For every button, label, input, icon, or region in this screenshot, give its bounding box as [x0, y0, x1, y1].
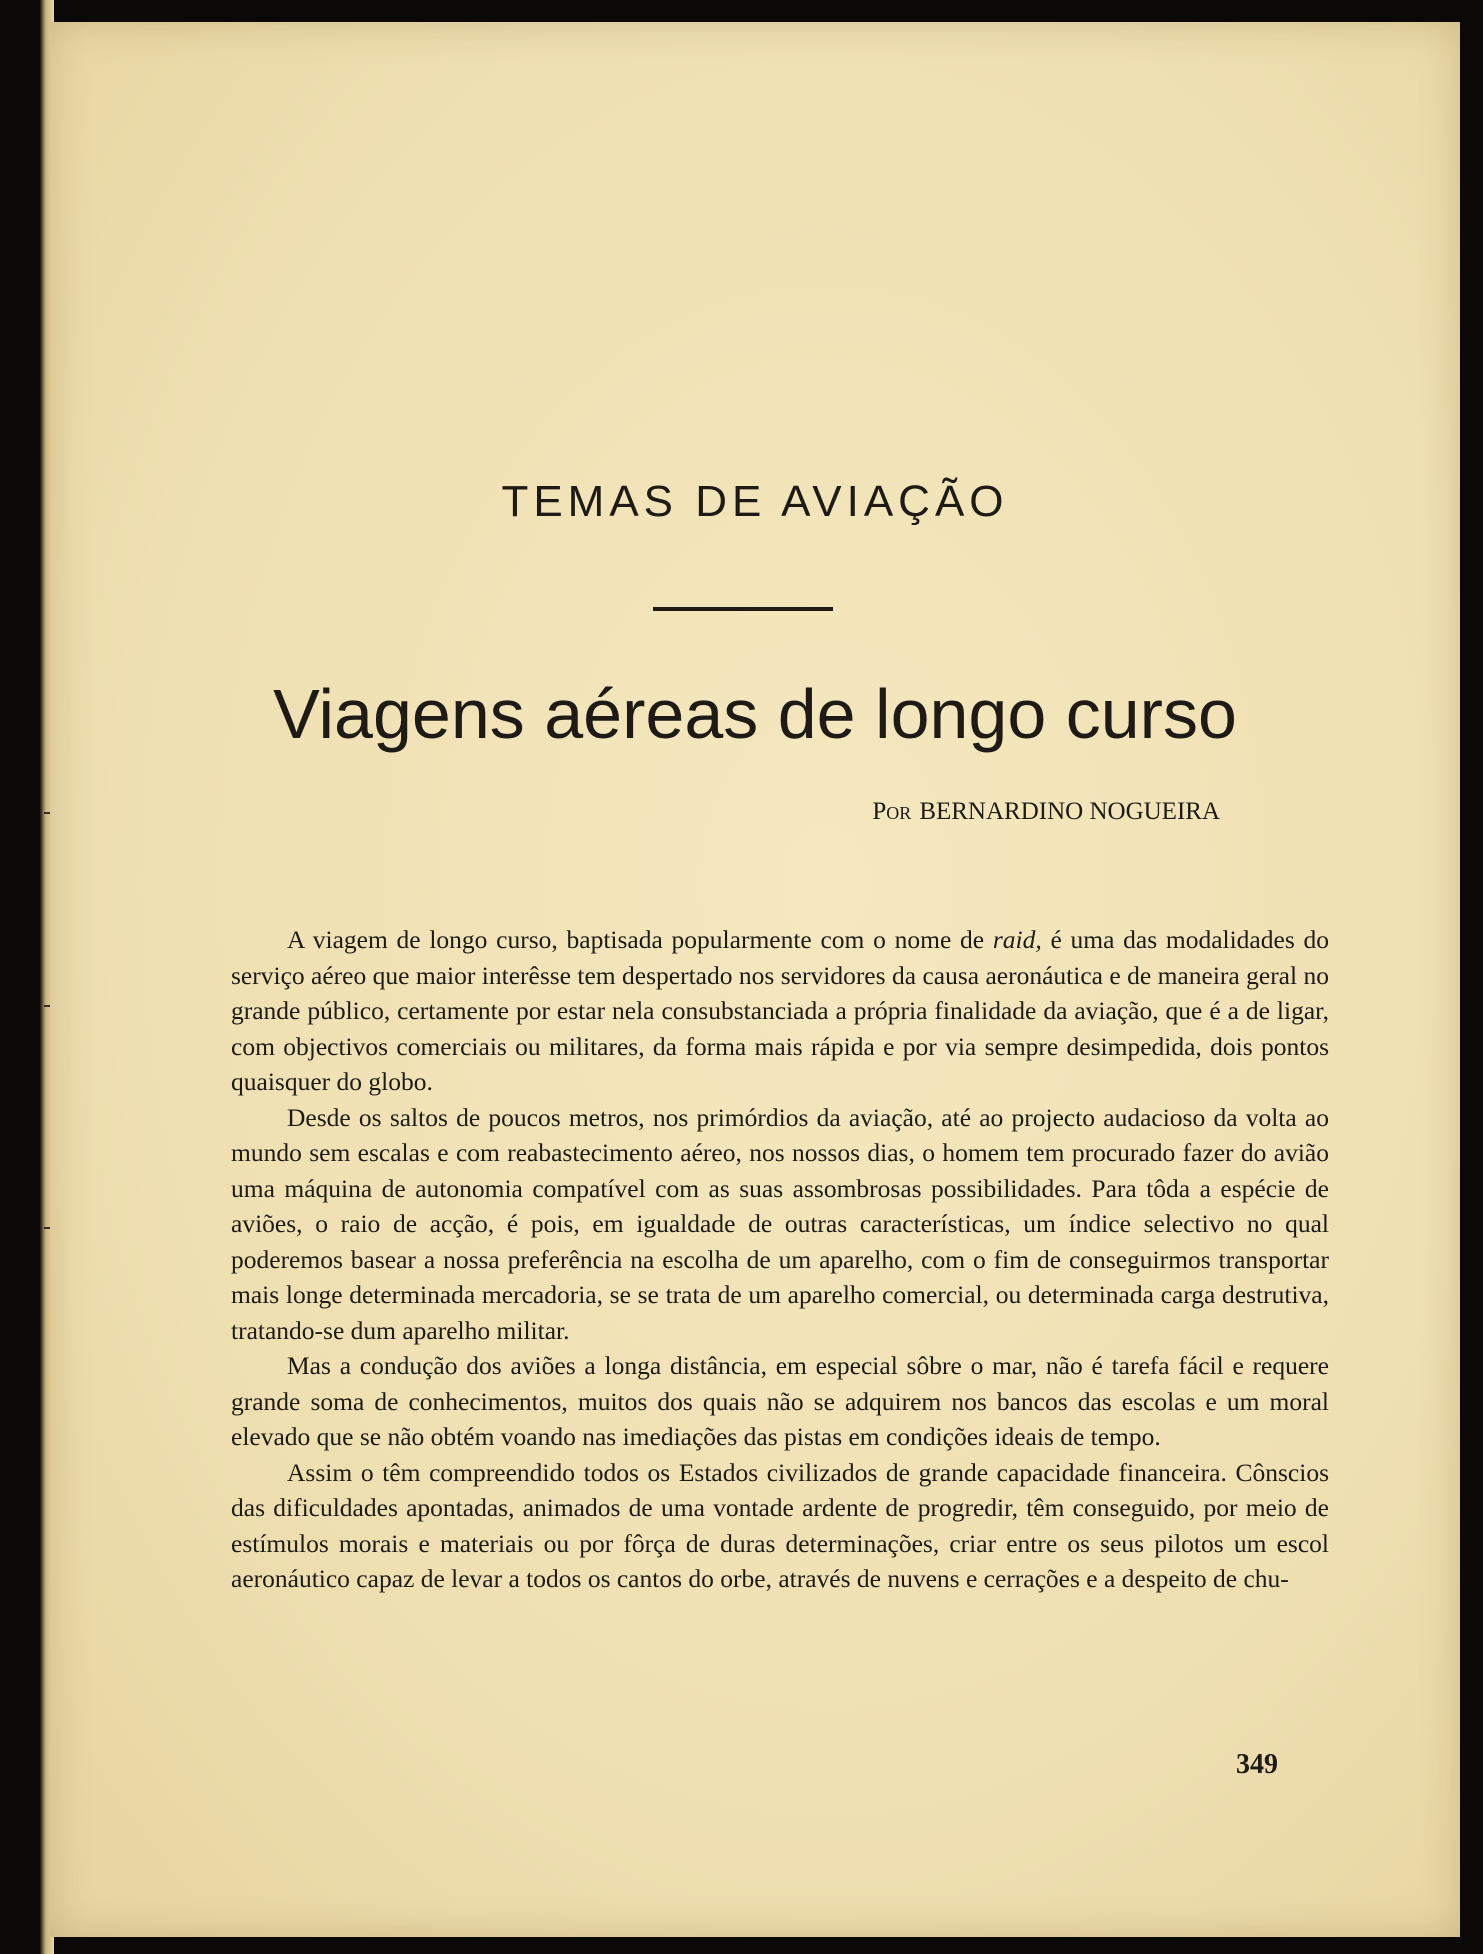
byline-prefix: Por — [872, 798, 912, 825]
emphasis: raid, — [992, 925, 1042, 954]
page-number: 349 — [1236, 1749, 1278, 1780]
section-title: TEMAS DE AVIAÇÃO — [501, 477, 1009, 526]
article-headline: Viagens aéreas de longo curso — [273, 675, 1237, 753]
article-body — [231, 922, 1329, 1597]
document-page — [50, 22, 1460, 1937]
paragraph: A viagem de longo curso, baptisada popularmente com o nome de raid, é uma das modalidades do serviço aéreo que maior interêsse tem despertado nos servidores da causa aeronáutica e de maneira geral no grande público, certamente por estar nela consubstanciada a própria finalidade da aviação, que é a de ligar, com objectivos comerciais ou militares, da forma mais rápida e por via sempre desimpedida, dois pontos quaisquer do globo. — [231, 925, 1329, 1096]
paragraph: Desde os saltos de poucos metros, nos primórdios da aviação, até ao projecto audacioso da volta ao mundo sem escalas e com reabastecimento aéreo, nos nossos dias, o homem tem procurado fazer do avião uma máquina de autonomia compatível com as suas assombrosas possibilidades. Para tôda a espécie de aviões, o raio de acção, é pois, em igualdade de outras características, um índice selectivo no qual poderemos basear a nossa preferência na escolha de um aparelho, com o fim de conseguirmos transportar mais longe determinada mercadoria, se se trata de um aparelho comercial, ou determinada carga destrutiva, tratando-se dum aparelho militar. — [231, 1102, 1329, 1345]
title-divider — [653, 607, 833, 611]
paragraph: Mas a condução dos aviões a longa distância, em especial sôbre o mar, não é tarefa fácil e requere grande soma de conhecimentos, muitos dos quais não se adquirem nos bancos das escolas e um moral elevado que se não obtém voando nas imediações das pistas em condições ideais de tempo. — [231, 1351, 1329, 1451]
byline-author: BERNARDINO NOGUEIRA — [919, 798, 1220, 825]
paragraph: Assim o têm compreendido todos os Estados civilizados de grande capacidade financeira. Cônscios das dificuldades apontadas, animados de uma vontade ardente de progredir, têm conseguido, por meio de estímulos morais e materiais ou por fôrça de duras determinações, criar entre os seus pilotos um escol aeronáutico capaz de levar a todos os cantos do orbe, através de nuvens e cerrações e a despeito de chu- — [231, 1457, 1329, 1593]
byline — [872, 798, 1220, 826]
